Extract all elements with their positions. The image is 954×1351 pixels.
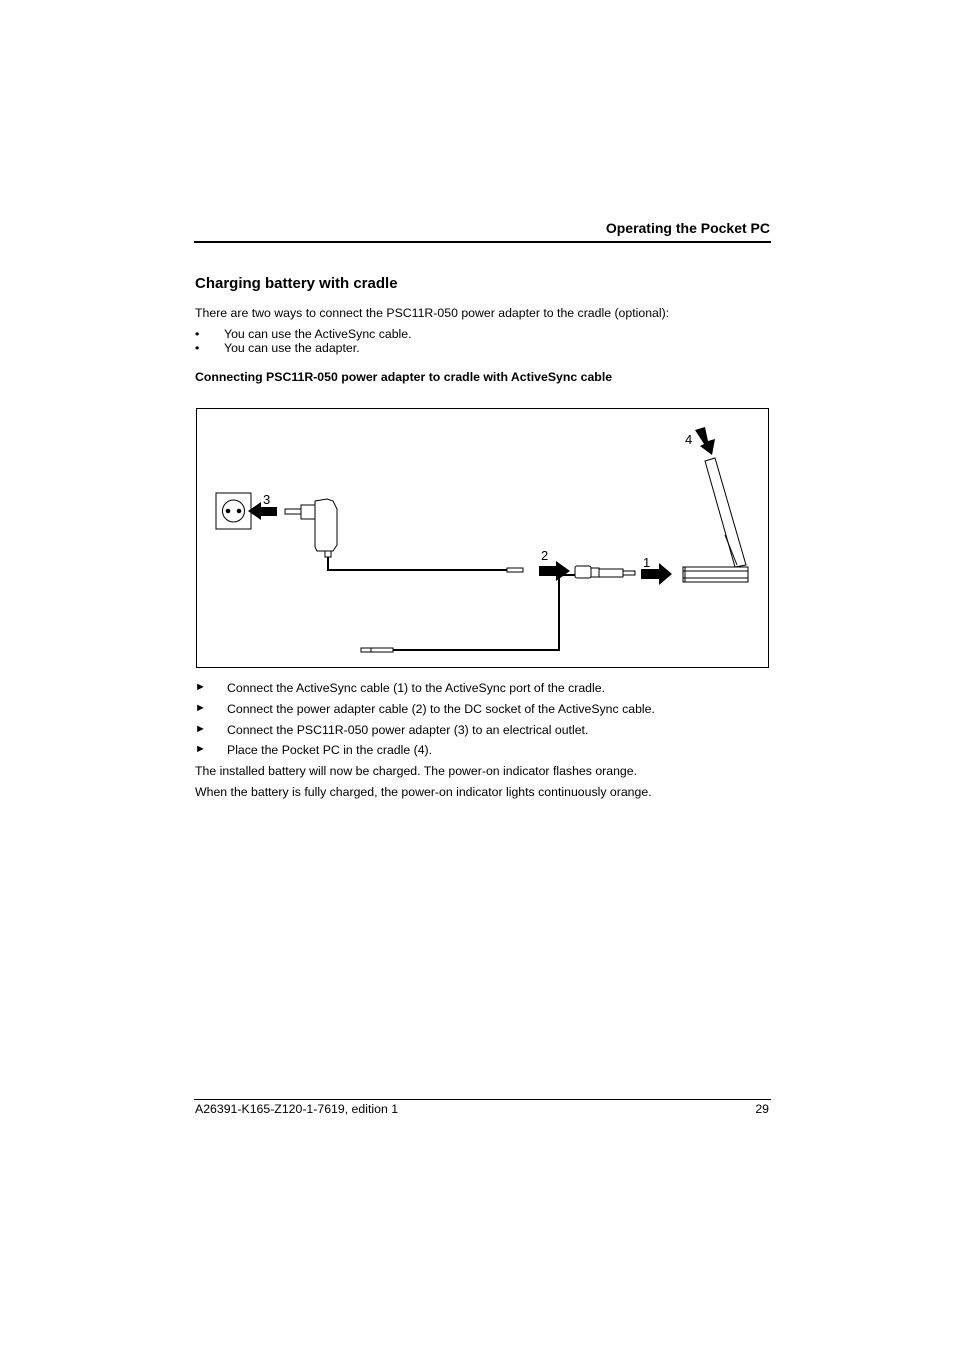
activesync-connector: [575, 566, 635, 578]
footer-doc-id: A26391-K165-Z120-1-7619, edition 1: [195, 1102, 399, 1116]
section-title: Charging battery with cradle: [195, 275, 398, 292]
callout-3: 3: [263, 492, 271, 507]
header-rule: [194, 241, 771, 243]
footer-rule: [194, 1099, 771, 1100]
step-text: Connect the power adapter cable (2) to the DC socket of the ActiveSync cable.: [227, 702, 655, 716]
pocket-pc: [705, 458, 746, 567]
step-marker-icon: ►: [195, 702, 206, 714]
result-paragraph: When the battery is fully charged, the power-on indicator lights continuously orange.: [195, 785, 652, 799]
wall-outlet: [216, 493, 251, 529]
running-header: Operating the Pocket PC: [605, 220, 770, 236]
step-marker-icon: ►: [195, 681, 206, 693]
callout-1: 1: [643, 555, 651, 570]
step-marker-icon: ►: [195, 743, 206, 755]
bullet-mark: •: [195, 341, 200, 355]
step-text: Place the Pocket PC in the cradle (4).: [227, 743, 433, 757]
arrow-2-icon: [539, 561, 570, 581]
cradle: [683, 567, 748, 582]
step-text: Connect the PSC11R-050 power adapter (3) to an electrical outlet.: [227, 723, 589, 737]
page-number: 29: [755, 1102, 769, 1116]
step-marker-icon: ►: [195, 723, 206, 735]
power-adapter: [285, 499, 337, 557]
subheading: Connecting PSC11R-050 power adapter to cradle with ActiveSync cable: [195, 370, 613, 384]
list-item-text: You can use the adapter.: [224, 341, 360, 355]
arrow-4-icon: [695, 427, 715, 455]
connection-figure: [196, 408, 769, 668]
step-text: Connect the ActiveSync cable (1) to the ActiveSync port of the cradle.: [227, 681, 605, 695]
result-paragraph: The installed battery will now be charged. The power-on indicator flashes orange.: [195, 764, 638, 778]
connection-diagram: [197, 409, 768, 667]
bullet-mark: •: [195, 327, 200, 341]
callout-2: 2: [541, 548, 549, 563]
intro-paragraph: There are two ways to connect the PSC11R-050 power adapter to the cradle (optional):: [195, 306, 670, 320]
callout-4: 4: [685, 432, 693, 447]
list-item-text: You can use the ActiveSync cable.: [224, 327, 412, 341]
